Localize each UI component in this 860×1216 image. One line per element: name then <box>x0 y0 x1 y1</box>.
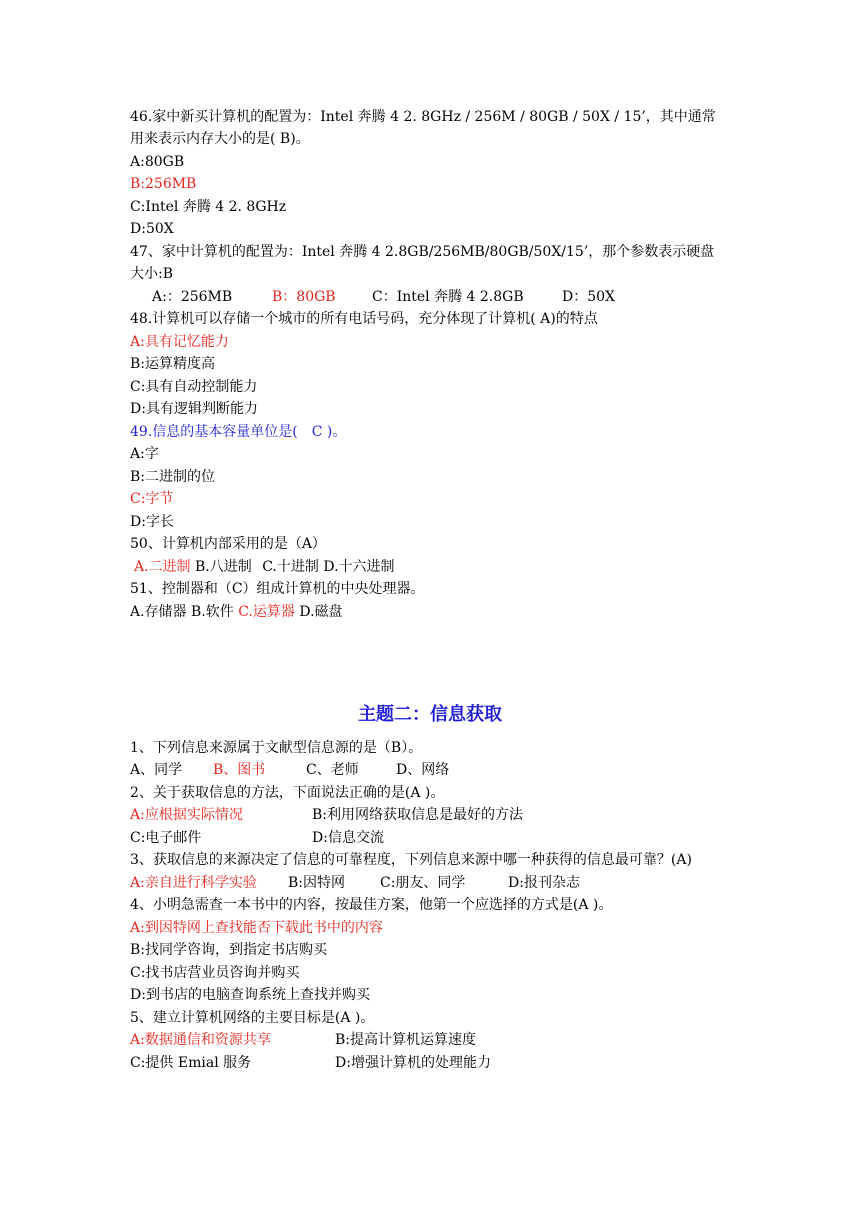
q46-option-d: D:50X <box>130 221 174 237</box>
s2-q1-option-c: C、老师 <box>306 762 359 778</box>
q47-option-a: A:：256MB <box>152 289 233 305</box>
s2-q1-stem: 1、下列信息来源属于文献型信息源的是（B）。 <box>130 740 423 756</box>
q48-option-d: D:具有逻辑判断能力 <box>130 401 258 417</box>
q46-option-c: C:Intel 奔腾 4 2. 8GHz <box>130 199 287 215</box>
s2-q4-option-d: D:到书店的电脑查询系统上查找并购买 <box>130 987 370 1003</box>
s2-q4-stem: 4、小明急需查一本书中的内容，按最佳方案，他第一个应选择的方式是(A )。 <box>130 897 613 913</box>
s2-q5-option-d: D:增强计算机的处理能力 <box>335 1055 491 1071</box>
s2-q1-option-a: A、同学 <box>130 762 183 778</box>
q50-option-d: D.十六进制 <box>323 559 395 575</box>
q51-option-c-answer: C.运算器 <box>238 604 295 620</box>
q48-stem: 48.计算机可以存储一个城市的所有电话号码，充分体现了计算机( A)的特点 <box>130 311 598 327</box>
s2-q3-option-c: C:朋友、同学 <box>380 875 466 891</box>
q48-option-c: C:具有自动控制能力 <box>130 379 258 395</box>
s2-q5-option-b: B:提高计算机运算速度 <box>335 1032 477 1048</box>
q49-option-c-answer: C:字节 <box>130 491 174 507</box>
q49-stem: 49.信息的基本容量单位是( C )。 <box>130 424 347 440</box>
q46-stem-line1: 46.家中新买计算机的配置为：Intel 奔腾 4 2. 8GHz / 256M / 80GB / 50X / 15’，其中通常 <box>130 109 716 125</box>
q48-option-a-answer: A:具有记忆能力 <box>130 334 229 350</box>
q46-stem-line2: 用来表示内存大小的是( B)。 <box>130 131 310 147</box>
q49-option-a: A:字 <box>130 446 159 462</box>
q51-option-a: A.存储器 <box>130 604 187 620</box>
q50-options-row <box>130 556 740 579</box>
q51-option-d: D.磁盘 <box>299 604 343 620</box>
s2-q2-option-d: D:信息交流 <box>312 830 384 846</box>
s2-q4-option-c: C:找书店营业员咨询并购买 <box>130 965 300 981</box>
s2-q1-option-b-answer: B、图书 <box>213 762 266 778</box>
s2-q3-option-a-answer: A:亲自进行科学实验 <box>130 875 257 891</box>
q47-stem-line1: 47、家中计算机的配置为：Intel 奔腾 4 2.8GB/256MB/80GB/50X/15’，那个参数表示硬盘 <box>130 244 715 260</box>
q51-options-row <box>130 601 740 624</box>
s2-q3-stem: 3、获取信息的来源决定了信息的可靠程度，下列信息来源中哪一种获得的信息最可靠？(A) <box>130 852 692 868</box>
q46-option-a: A:80GB <box>130 154 185 170</box>
s2-q2-option-a-answer: A:应根据实际情况 <box>130 807 243 823</box>
s2-q5-stem: 5、建立计算机网络的主要目标是(A )。 <box>130 1010 375 1026</box>
s2-q2-stem: 2、关于获取信息的方法，下面说法正确的是(A )。 <box>130 785 445 801</box>
q50-option-a-answer: A.二进制 <box>134 559 191 575</box>
s2-q2-option-b: B:利用网络获取信息是最好的方法 <box>312 807 524 823</box>
s2-q3-option-b: B:因特网 <box>288 875 346 891</box>
q47-option-d: D：50X <box>562 289 616 305</box>
q50-stem: 50、计算机内部采用的是（A） <box>130 536 326 552</box>
s2-q2-option-c: C:电子邮件 <box>130 830 202 846</box>
q50-option-c: C.十进制 <box>262 559 319 575</box>
s2-q5-option-c: C:提供 Emial 服务 <box>130 1055 252 1071</box>
q50-option-b: B.八进制 <box>195 559 252 575</box>
q51-option-b: B.软件 <box>191 604 234 620</box>
section-title: 主题二：信息获取 <box>358 704 502 725</box>
s2-q4-option-b: B:找同学咨询，到指定书店购买 <box>130 942 328 958</box>
s2-q5-option-a-answer: A:数据通信和资源共享 <box>130 1032 271 1048</box>
q48-option-b: B:运算精度高 <box>130 356 216 372</box>
q46-option-b-answer: B:256MB <box>130 176 197 192</box>
q49-option-b: B:二进制的位 <box>130 469 216 485</box>
q47-option-c: C：Intel 奔腾 4 2.8GB <box>372 289 524 305</box>
q49-option-d: D:字长 <box>130 514 174 530</box>
s2-q3-option-d: D:报刊杂志 <box>508 875 580 891</box>
s2-q4-option-a-answer: A:到因特网上查找能否下载此书中的内容 <box>130 920 383 936</box>
q47-stem-line2: 大小:B <box>130 266 174 282</box>
q47-option-b-answer: B：80GB <box>272 289 336 305</box>
q51-stem: 51、控制器和（C）组成计算机的中央处理器。 <box>130 581 425 597</box>
s2-q1-option-d: D、网络 <box>396 762 450 778</box>
